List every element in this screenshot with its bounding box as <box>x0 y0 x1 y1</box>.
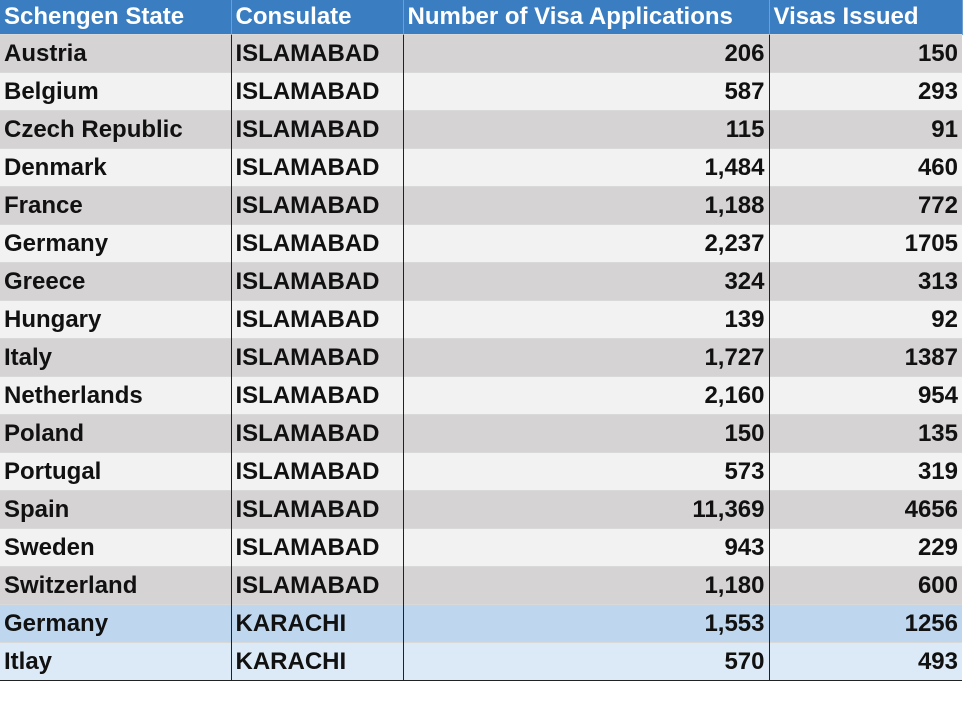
cell-consulate: ISLAMABAD <box>231 149 403 187</box>
table-row <box>0 643 962 681</box>
cell-consulate: ISLAMABAD <box>231 529 403 567</box>
cell-visas-issued: 1705 <box>769 225 962 263</box>
cell-consulate: ISLAMABAD <box>231 567 403 605</box>
table-row <box>0 415 962 453</box>
cell-consulate: ISLAMABAD <box>231 35 403 73</box>
cell-consulate: ISLAMABAD <box>231 491 403 529</box>
cell-schengen-state: Czech Republic <box>0 111 231 149</box>
header-schengen-state: Schengen State <box>0 0 231 35</box>
cell-visa-applications: 1,188 <box>403 187 769 225</box>
table-row <box>0 605 962 643</box>
cell-visas-issued: 1387 <box>769 339 962 377</box>
table-row <box>0 149 962 187</box>
cell-visas-issued: 1256 <box>769 605 962 643</box>
cell-visa-applications: 943 <box>403 529 769 567</box>
table-row <box>0 35 962 73</box>
cell-consulate: ISLAMABAD <box>231 111 403 149</box>
cell-visa-applications: 2,160 <box>403 377 769 415</box>
cell-visa-applications: 1,180 <box>403 567 769 605</box>
cell-visa-applications: 573 <box>403 453 769 491</box>
cell-schengen-state: Portugal <box>0 453 231 491</box>
cell-schengen-state: Denmark <box>0 149 231 187</box>
header-visa-applications: Number of Visa Applications <box>403 0 769 35</box>
cell-visa-applications: 587 <box>403 73 769 111</box>
cell-visas-issued: 91 <box>769 111 962 149</box>
cell-schengen-state: Switzerland <box>0 567 231 605</box>
cell-visa-applications: 1,553 <box>403 605 769 643</box>
cell-consulate: ISLAMABAD <box>231 301 403 339</box>
cell-schengen-state: Greece <box>0 263 231 301</box>
cell-visas-issued: 92 <box>769 301 962 339</box>
cell-schengen-state: Netherlands <box>0 377 231 415</box>
cell-schengen-state: Hungary <box>0 301 231 339</box>
cell-visas-issued: 319 <box>769 453 962 491</box>
table-row <box>0 529 962 567</box>
cell-visas-issued: 293 <box>769 73 962 111</box>
cell-visas-issued: 460 <box>769 149 962 187</box>
table-body <box>0 35 962 681</box>
cell-consulate: ISLAMABAD <box>231 453 403 491</box>
cell-consulate: KARACHI <box>231 643 403 681</box>
cell-visa-applications: 1,484 <box>403 149 769 187</box>
cell-consulate: ISLAMABAD <box>231 187 403 225</box>
cell-visa-applications: 324 <box>403 263 769 301</box>
cell-schengen-state: France <box>0 187 231 225</box>
cell-schengen-state: Italy <box>0 339 231 377</box>
cell-consulate: ISLAMABAD <box>231 73 403 111</box>
table-row <box>0 111 962 149</box>
table-row <box>0 491 962 529</box>
cell-visas-issued: 954 <box>769 377 962 415</box>
cell-visas-issued: 493 <box>769 643 962 681</box>
table-row <box>0 567 962 605</box>
header-consulate: Consulate <box>231 0 403 35</box>
table-row <box>0 73 962 111</box>
cell-consulate: ISLAMABAD <box>231 263 403 301</box>
cell-visa-applications: 1,727 <box>403 339 769 377</box>
cell-consulate: ISLAMABAD <box>231 339 403 377</box>
cell-visa-applications: 570 <box>403 643 769 681</box>
table-row <box>0 339 962 377</box>
header-row <box>0 0 962 35</box>
cell-visas-issued: 229 <box>769 529 962 567</box>
cell-schengen-state: Poland <box>0 415 231 453</box>
cell-visas-issued: 600 <box>769 567 962 605</box>
cell-schengen-state: Austria <box>0 35 231 73</box>
cell-visa-applications: 150 <box>403 415 769 453</box>
cell-schengen-state: Belgium <box>0 73 231 111</box>
cell-visa-applications: 2,237 <box>403 225 769 263</box>
cell-visas-issued: 4656 <box>769 491 962 529</box>
cell-schengen-state: Germany <box>0 225 231 263</box>
cell-visa-applications: 206 <box>403 35 769 73</box>
cell-visas-issued: 150 <box>769 35 962 73</box>
header-visas-issued: Visas Issued <box>769 0 962 35</box>
table-row <box>0 187 962 225</box>
cell-schengen-state: Itlay <box>0 643 231 681</box>
cell-schengen-state: Spain <box>0 491 231 529</box>
cell-visa-applications: 11,369 <box>403 491 769 529</box>
cell-consulate: KARACHI <box>231 605 403 643</box>
table-row <box>0 263 962 301</box>
cell-visas-issued: 313 <box>769 263 962 301</box>
cell-visas-issued: 135 <box>769 415 962 453</box>
cell-visas-issued: 772 <box>769 187 962 225</box>
table-row <box>0 377 962 415</box>
cell-consulate: ISLAMABAD <box>231 377 403 415</box>
cell-consulate: ISLAMABAD <box>231 225 403 263</box>
table-row <box>0 301 962 339</box>
cell-schengen-state: Sweden <box>0 529 231 567</box>
table-row <box>0 453 962 491</box>
table-row <box>0 225 962 263</box>
cell-schengen-state: Germany <box>0 605 231 643</box>
cell-visa-applications: 139 <box>403 301 769 339</box>
cell-visa-applications: 115 <box>403 111 769 149</box>
cell-consulate: ISLAMABAD <box>231 415 403 453</box>
